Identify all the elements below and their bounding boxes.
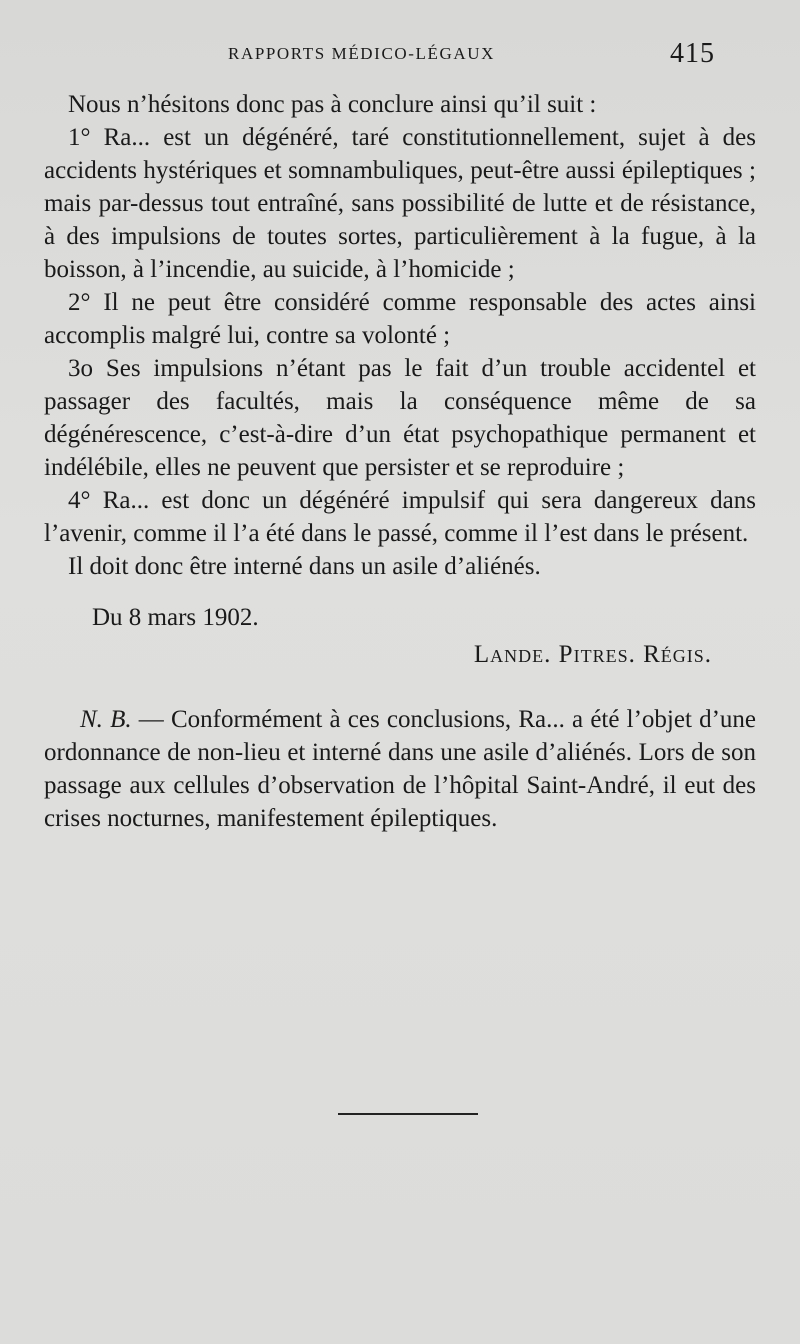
signatures: Lande. Pitres. Régis. [473,641,712,668]
date-line: Du 8 mars 1902. [92,604,259,631]
paragraph-point-4: 4° Ra... est donc un dégénéré impulsif qui sera dangereux dans l’avenir, comme il l’a été dans le passé, comme il l’est dans le présent. [44,487,756,547]
paragraph-internment: Il doit donc être interné dans un asile d’aliénés. [68,553,541,580]
note-paragraph [44,703,756,835]
paragraph-point-3: 3o Ses impulsions n’étant pas le fait d’un trouble accidentel et passager des facultés, mais la conséquence même de sa dégénérescence, c’est-à-dire d’un état psychopathique permanent et indélébile, elles ne peuvent que persister et se reproduire ; [44,355,756,481]
body-text [44,88,756,835]
paragraph-point-1: 1° Ra... est un dégénéré, taré constitutionnellement, sujet à des accidents hystériques et somnambuliques, peut-être aussi épileptiques ; mais par-dessus tout entraîné, sans possibilité de lutte et de résistance, à des impulsions de toutes sortes, particulièrement à la fugue, à la boisson, à l’incendie, au suicide, à l’homicide ; [44,124,756,283]
note-label: N. B. [80,706,132,733]
end-rule [338,1113,478,1115]
running-title: RAPPORTS MÉDICO-LÉGAUX [228,44,495,63]
page-number: 415 [670,38,715,69]
note-text: — Conformément à ces conclusions, Ra... a été l’objet d’une ordonnance de non-lieu et interné dans une asile d’aliénés. Lors de son passage aux cellules d’observation de l’hôpital Saint-André, il eut des crises nocturnes, manifestement épileptiques. [44,706,756,832]
paragraph-point-2: 2° Il ne peut être considéré comme responsable des actes ainsi accomplis malgré lui, contre sa volonté ; [44,289,756,349]
running-head [0,40,800,80]
paragraph-conclusion-intro: Nous n’hésitons donc pas à conclure ainsi qu’il suit : [68,91,597,118]
